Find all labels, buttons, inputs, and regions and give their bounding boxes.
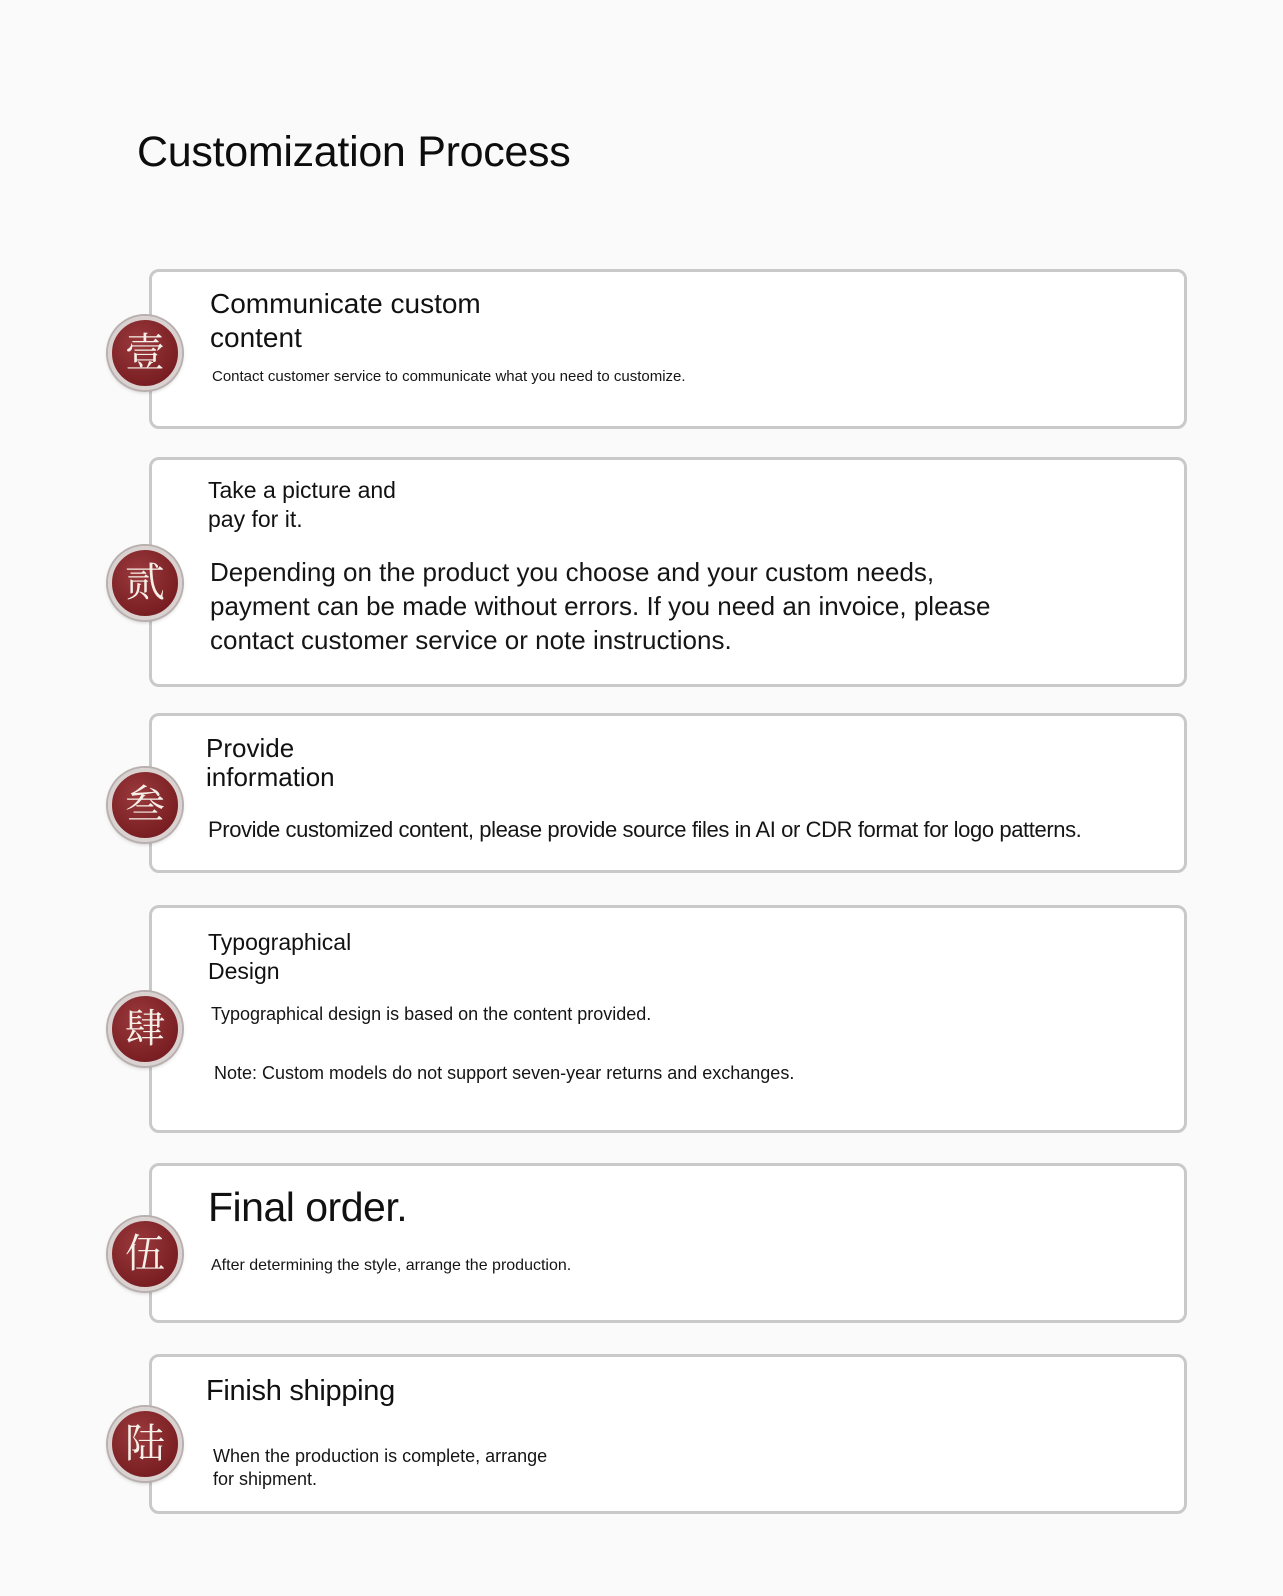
- step-description-5: After determining the style, arrange the production.: [211, 1257, 572, 1274]
- page-title: Customization Process: [137, 128, 571, 176]
- step-description-1: Contact customer service to communicate what you need to customize.: [212, 368, 686, 385]
- step-title-6: Finish shipping: [206, 1375, 395, 1407]
- step-description-3: Provide customized content, please provide source files in AI or CDR format for logo patterns.: [208, 817, 1082, 842]
- step-title-1: Communicate custom content: [210, 288, 481, 353]
- step-badge-1: 壹: [108, 316, 182, 390]
- step-title-2: Take a picture and pay for it.: [208, 477, 396, 533]
- step-badge-6: 陆: [108, 1407, 182, 1481]
- step-description-4: Typographical design is based on the content provided.: [211, 1004, 652, 1024]
- step-description-2: Depending on the product you choose and your custom needs, payment can be made without errors. If you need an invoice, please contact customer service or note instructions.: [210, 557, 991, 656]
- step-badge-3: 叁: [108, 768, 182, 842]
- step-note-4: Note: Custom models do not support seven-year returns and exchanges.: [214, 1063, 795, 1083]
- step-title-3: Provide information: [206, 733, 335, 793]
- step-badge-4: 肆: [108, 992, 182, 1066]
- step-title-4: Typographical Design: [208, 929, 352, 985]
- step-badge-5: 伍: [108, 1217, 182, 1291]
- step-title-5: Final order.: [208, 1184, 408, 1230]
- step-badge-2: 贰: [108, 546, 182, 620]
- step-description-6: When the production is complete, arrange for shipment.: [213, 1446, 548, 1490]
